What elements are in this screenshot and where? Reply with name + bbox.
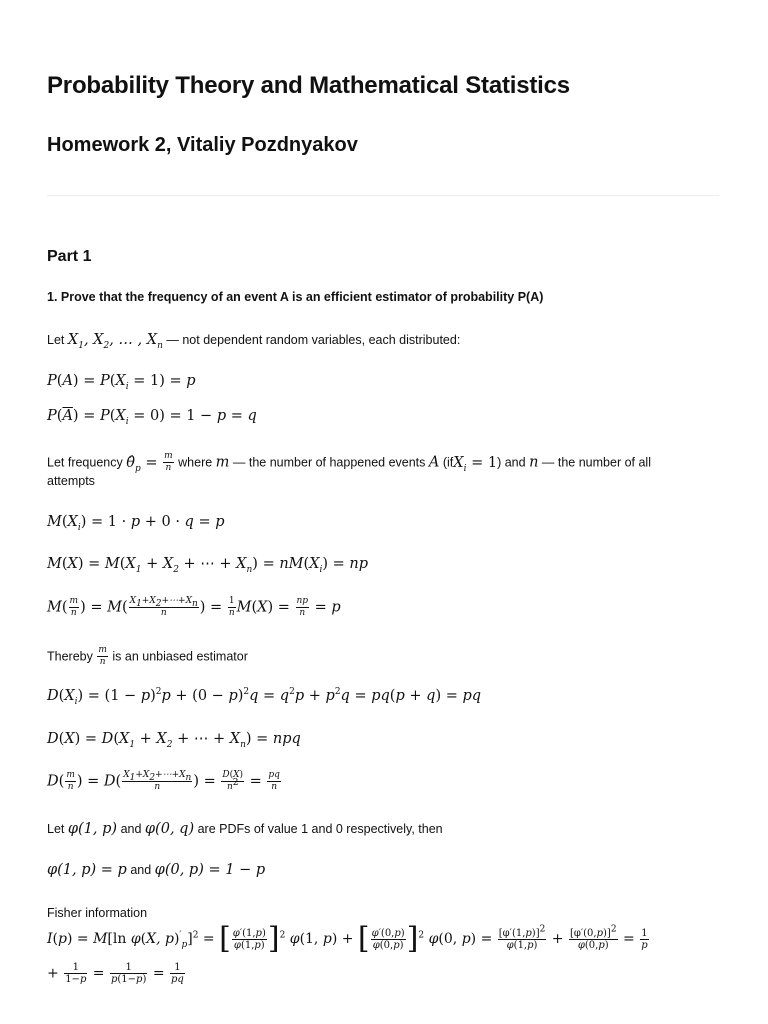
formula-mx: $M(X) = M(X_1 + X_2$ + ⋯ + $X_n) = nM(X_i)$ = np [47,556,369,575]
thereby-suffix: is an unbiased estimator [112,649,248,664]
part-heading: Part 1 [47,248,92,265]
pdf-suffix: are PDFs of value 1 and 0 respectively, then [197,822,443,836]
formula-pAbar: $P(\overline{A}) = P(X_i = 0) = 1 - p = q$ [47,408,257,427]
formula-dxi: $D(X_i) = (1 - p)^2p + (0 - p)^2q = q^2p + p^2q = pq(p + q)$ = pq [47,687,482,707]
intro-suffix: — not dependent random variables, each distributed: [166,333,461,347]
pdf-let: Let [47,822,65,836]
thereby-line [47,645,248,668]
pdf-line [47,821,443,837]
formula-A: A [428,454,440,471]
formula-pA: $P(A) = P(X_i = 1) = p$ [47,373,196,392]
freq-end: — the number of all [541,455,651,470]
intro-let: Let [47,333,65,347]
freq-if: (if [442,455,454,470]
frequency-cont: attempts [47,474,95,488]
freq-let: Let frequency [47,455,123,470]
formula-xi1: $X_i = 1$ [453,454,498,474]
document-subtitle: Homework 2, Vitaliy Pozdnyakov [47,134,358,156]
freq-and: ) and [497,455,526,470]
formula-mmn: M( $\frac{m}{n}$ ) = M( $\frac{X_1+X_2+\cdots+X_n}{n}$ ) = $\frac{1}{n}$ M(X) = $\frac{np}{n}$ = p [47,596,341,618]
formula-dmn: D( $\frac{m}{n}$ ) = D( $\frac{X_1+X_2+\cdots+X_n}{n}$ ) = $\frac{D(X)}{n^2}$ = $\frac{pq}{n}$ [47,770,280,792]
freq-where: where [178,455,213,470]
phi-and: and [130,863,152,877]
formula-phi0: φ(0, p) = 1 − p [154,862,266,878]
formula-theta: $\thetâ_p$ = $\frac{m}{n}$ [126,451,173,474]
formula-dx: $D(X) = D(X_1 + X_2$ + ⋯ + $X_n$) = npq [47,731,301,750]
formula-phi1p: φ(1, p) [67,821,118,837]
formula-fisher1: I(p) = M[ln φ(X, $p)'_p]^2$ = [ $\frac{\varphi'(1,p)}{\varphi(1,p)}$ ]$^2$ φ(1, p) + [ $\frac{\varphi'(0,p)}{\varphi(0,p)}$ ]$^2$ φ(0, p) = $\frac{[\varphi'(1,p)]^2}{\varphi(1,p)}$ + $\frac{[\varphi'(0,p)]^2}{\varphi(0,p)}$ = $\frac{1}{p}$ [47,921,648,956]
formula-phi0q: φ(0, q) [144,821,195,837]
formula-fisher2: + $\frac{1}{1-p}$ = $\frac{1}{p(1-p)}$ = $\frac{1}{pq}$ [47,962,184,985]
phi-values-line [47,862,265,878]
freq-mid: — the number of happened events [232,455,426,470]
formula-m: m [215,454,230,471]
formula-n: n [529,454,539,471]
formula-mn: $\frac{m}{n}$ [98,645,107,667]
question-heading: 1. Prove that the frequency of an event A is an efficient estimator of probability P(A) [47,290,544,304]
document-title: Probability Theory and Mathematical Statistics [47,72,570,99]
formula-vars: $X_1$, $X_2$, … , $X_n$ [67,332,163,351]
thereby-prefix: Thereby [47,649,93,664]
divider [47,195,719,196]
intro-line [47,332,461,351]
fisher-label: Fisher information [47,906,148,920]
frequency-line [47,451,651,474]
formula-phi1: φ(1, p) = p [47,862,127,878]
pdf-and: and [120,822,142,836]
formula-mxi: $M(X_i) = 1 \cdot p + 0 \cdot q = p$ [47,514,225,533]
